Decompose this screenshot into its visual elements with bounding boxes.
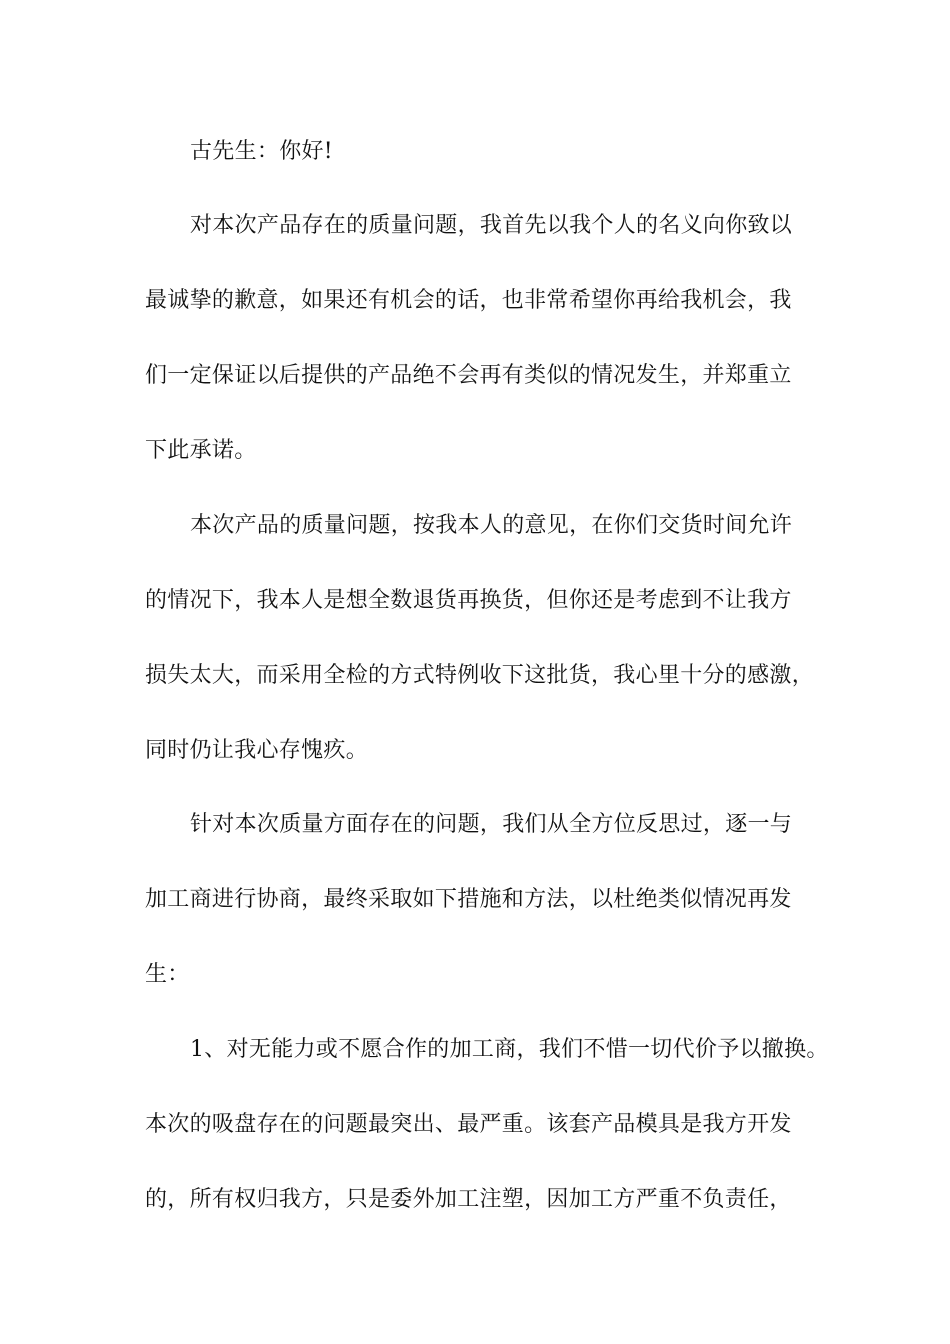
paragraph-4-line-2: 本次的吸盘存在的问题最突出、最严重。该套产品模具是我方开发 [145, 1112, 792, 1137]
paragraph-1-line-4: 下此承诺。 [145, 438, 257, 463]
paragraph-3-line-3: 生： [145, 962, 190, 987]
paragraph-1-line-3: 们一定保证以后提供的产品绝不会再有类似的情况发生，并郑重立 [145, 363, 792, 388]
paragraph-4-line-3: 的，所有权归我方，只是委外加工注塑，因加工方严重不负责任， [145, 1187, 792, 1212]
paragraph-3-line-1: 针对本次质量方面存在的问题，我们从全方位反思过，逐一与 [190, 812, 793, 837]
paragraph-2-line-4: 同时仍让我心存愧疚。 [145, 738, 369, 763]
paragraph-4-line-1: 1、对无能力或不愿合作的加工商，我们不惜一切代价予以撤换。 [190, 1037, 829, 1062]
paragraph-2-line-1: 本次产品的质量问题，按我本人的意见，在你们交货时间允许 [190, 513, 793, 538]
salutation: 古先生：你好! [190, 139, 333, 164]
paragraph-1-line-2: 最诚挚的歉意，如果还有机会的话，也非常希望你再给我机会，我 [145, 288, 792, 313]
paragraph-3-line-2: 加工商进行协商，最终采取如下措施和方法，以杜绝类似情况再发 [145, 887, 792, 912]
paragraph-1-line-1: 对本次产品存在的质量问题，我首先以我个人的名义向你致以 [190, 213, 793, 238]
paragraph-2-line-3: 损失太大，而采用全检的方式特例收下这批货，我心里十分的感激， [145, 663, 815, 688]
paragraph-2-line-2: 的情况下，我本人是想全数退货再换货，但你还是考虑到不让我方 [145, 588, 792, 613]
